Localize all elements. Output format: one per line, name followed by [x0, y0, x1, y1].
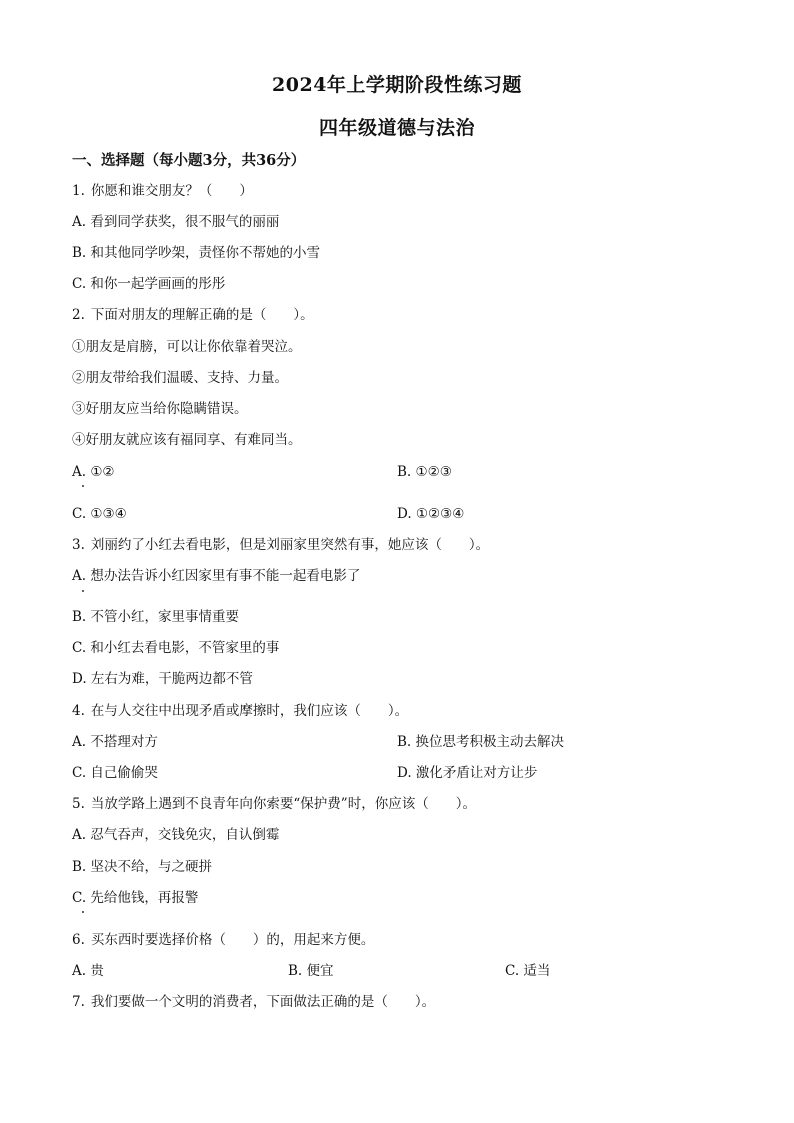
q4-option-a: A. 不搭理对方: [72, 734, 158, 750]
q6-option-a: A. 贵: [72, 963, 104, 979]
question-text: 你愿和谁交朋友？（ ）: [90, 183, 253, 199]
q5-option-b: B. 坚决不给，与之硬拼: [72, 859, 213, 875]
q2-statement-3: ③好朋友应当给你隐瞒错误。: [72, 401, 248, 417]
q2-statement-2: ②朋友带给我们温暖、支持、力量。: [72, 370, 288, 386]
question-number: 4.: [72, 703, 85, 719]
q4-option-b: B. 换位思考积极主动去解决: [397, 734, 565, 750]
q3-option-a: A. 想办法告诉小红因家里有事不能一起看电影了: [72, 568, 361, 584]
q6-option-b: B. 便宜: [288, 963, 334, 979]
q2-option-c: C. ①③④: [72, 506, 127, 522]
question-6: [72, 931, 374, 949]
q3-option-b: B. 不管小红，家里事情重要: [72, 609, 240, 625]
question-1: [72, 182, 253, 200]
scan-dot: [82, 590, 84, 592]
question-text: 买东西时要选择价格（ ）的，用起来方便。: [90, 932, 375, 948]
q5-option-c: C. 先给他钱，再报警: [72, 890, 199, 906]
question-3: [72, 536, 489, 554]
question-4: [72, 702, 408, 720]
q4-option-d: D. 激化矛盾让对方让步: [397, 765, 538, 781]
question-number: 7.: [72, 994, 85, 1010]
question-2: [72, 306, 314, 324]
q2-statement-4: ④好朋友就应该有福同享、有难同当。: [72, 432, 302, 448]
scan-dot: [82, 911, 84, 913]
q4-option-c: C. 自己偷偷哭: [72, 765, 158, 781]
page-subtitle: 四年级道德与法治: [318, 117, 475, 139]
page-title: 2024年上学期阶段性练习题: [272, 74, 522, 96]
q5-option-a: A. 忍气吞声，交钱免灾，自认倒霉: [72, 827, 280, 843]
q3-option-d: D. 左右为难，干脆两边都不管: [72, 671, 253, 687]
q2-option-a: A. ①②: [72, 464, 115, 480]
section-heading: 一、选择题（每小题3分，共36分）: [72, 152, 306, 169]
question-text: 刘丽约了小红去看电影，但是刘丽家里突然有事，她应该（ ）。: [90, 537, 490, 553]
question-5: [72, 795, 476, 813]
question-number: 2.: [72, 307, 85, 323]
q2-option-d: D. ①②③④: [397, 506, 465, 522]
question-text: 当放学路上遇到不良青年向你索要“保护费”时，你应该（ ）。: [90, 796, 476, 812]
question-number: 5.: [72, 796, 85, 812]
question-number: 3.: [72, 537, 85, 553]
q2-statement-1: ①朋友是肩膀，可以让你依靠着哭泣。: [72, 339, 302, 355]
q1-option-c: C. 和你一起学画画的彤彤: [72, 276, 226, 292]
question-text: 我们要做一个文明的消费者，下面做法正确的是（ ）。: [90, 994, 436, 1010]
scan-dot: [82, 485, 84, 487]
q1-option-b: B. 和其他同学吵架，责怪你不帮她的小雪: [72, 245, 321, 261]
question-number: 6.: [72, 932, 85, 948]
q6-option-c: C. 适当: [505, 963, 551, 979]
q3-option-c: C. 和小红去看电影，不管家里的事: [72, 640, 280, 656]
question-number: 1.: [72, 183, 85, 199]
question-text: 在与人交往中出现矛盾或摩擦时，我们应该（ ）。: [90, 703, 409, 719]
q1-option-a: A. 看到同学获奖，很不服气的丽丽: [72, 214, 280, 230]
q2-option-b: B. ①②③: [397, 464, 452, 480]
question-7: [72, 993, 435, 1011]
question-text: 下面对朋友的理解正确的是（ ）。: [90, 307, 314, 323]
